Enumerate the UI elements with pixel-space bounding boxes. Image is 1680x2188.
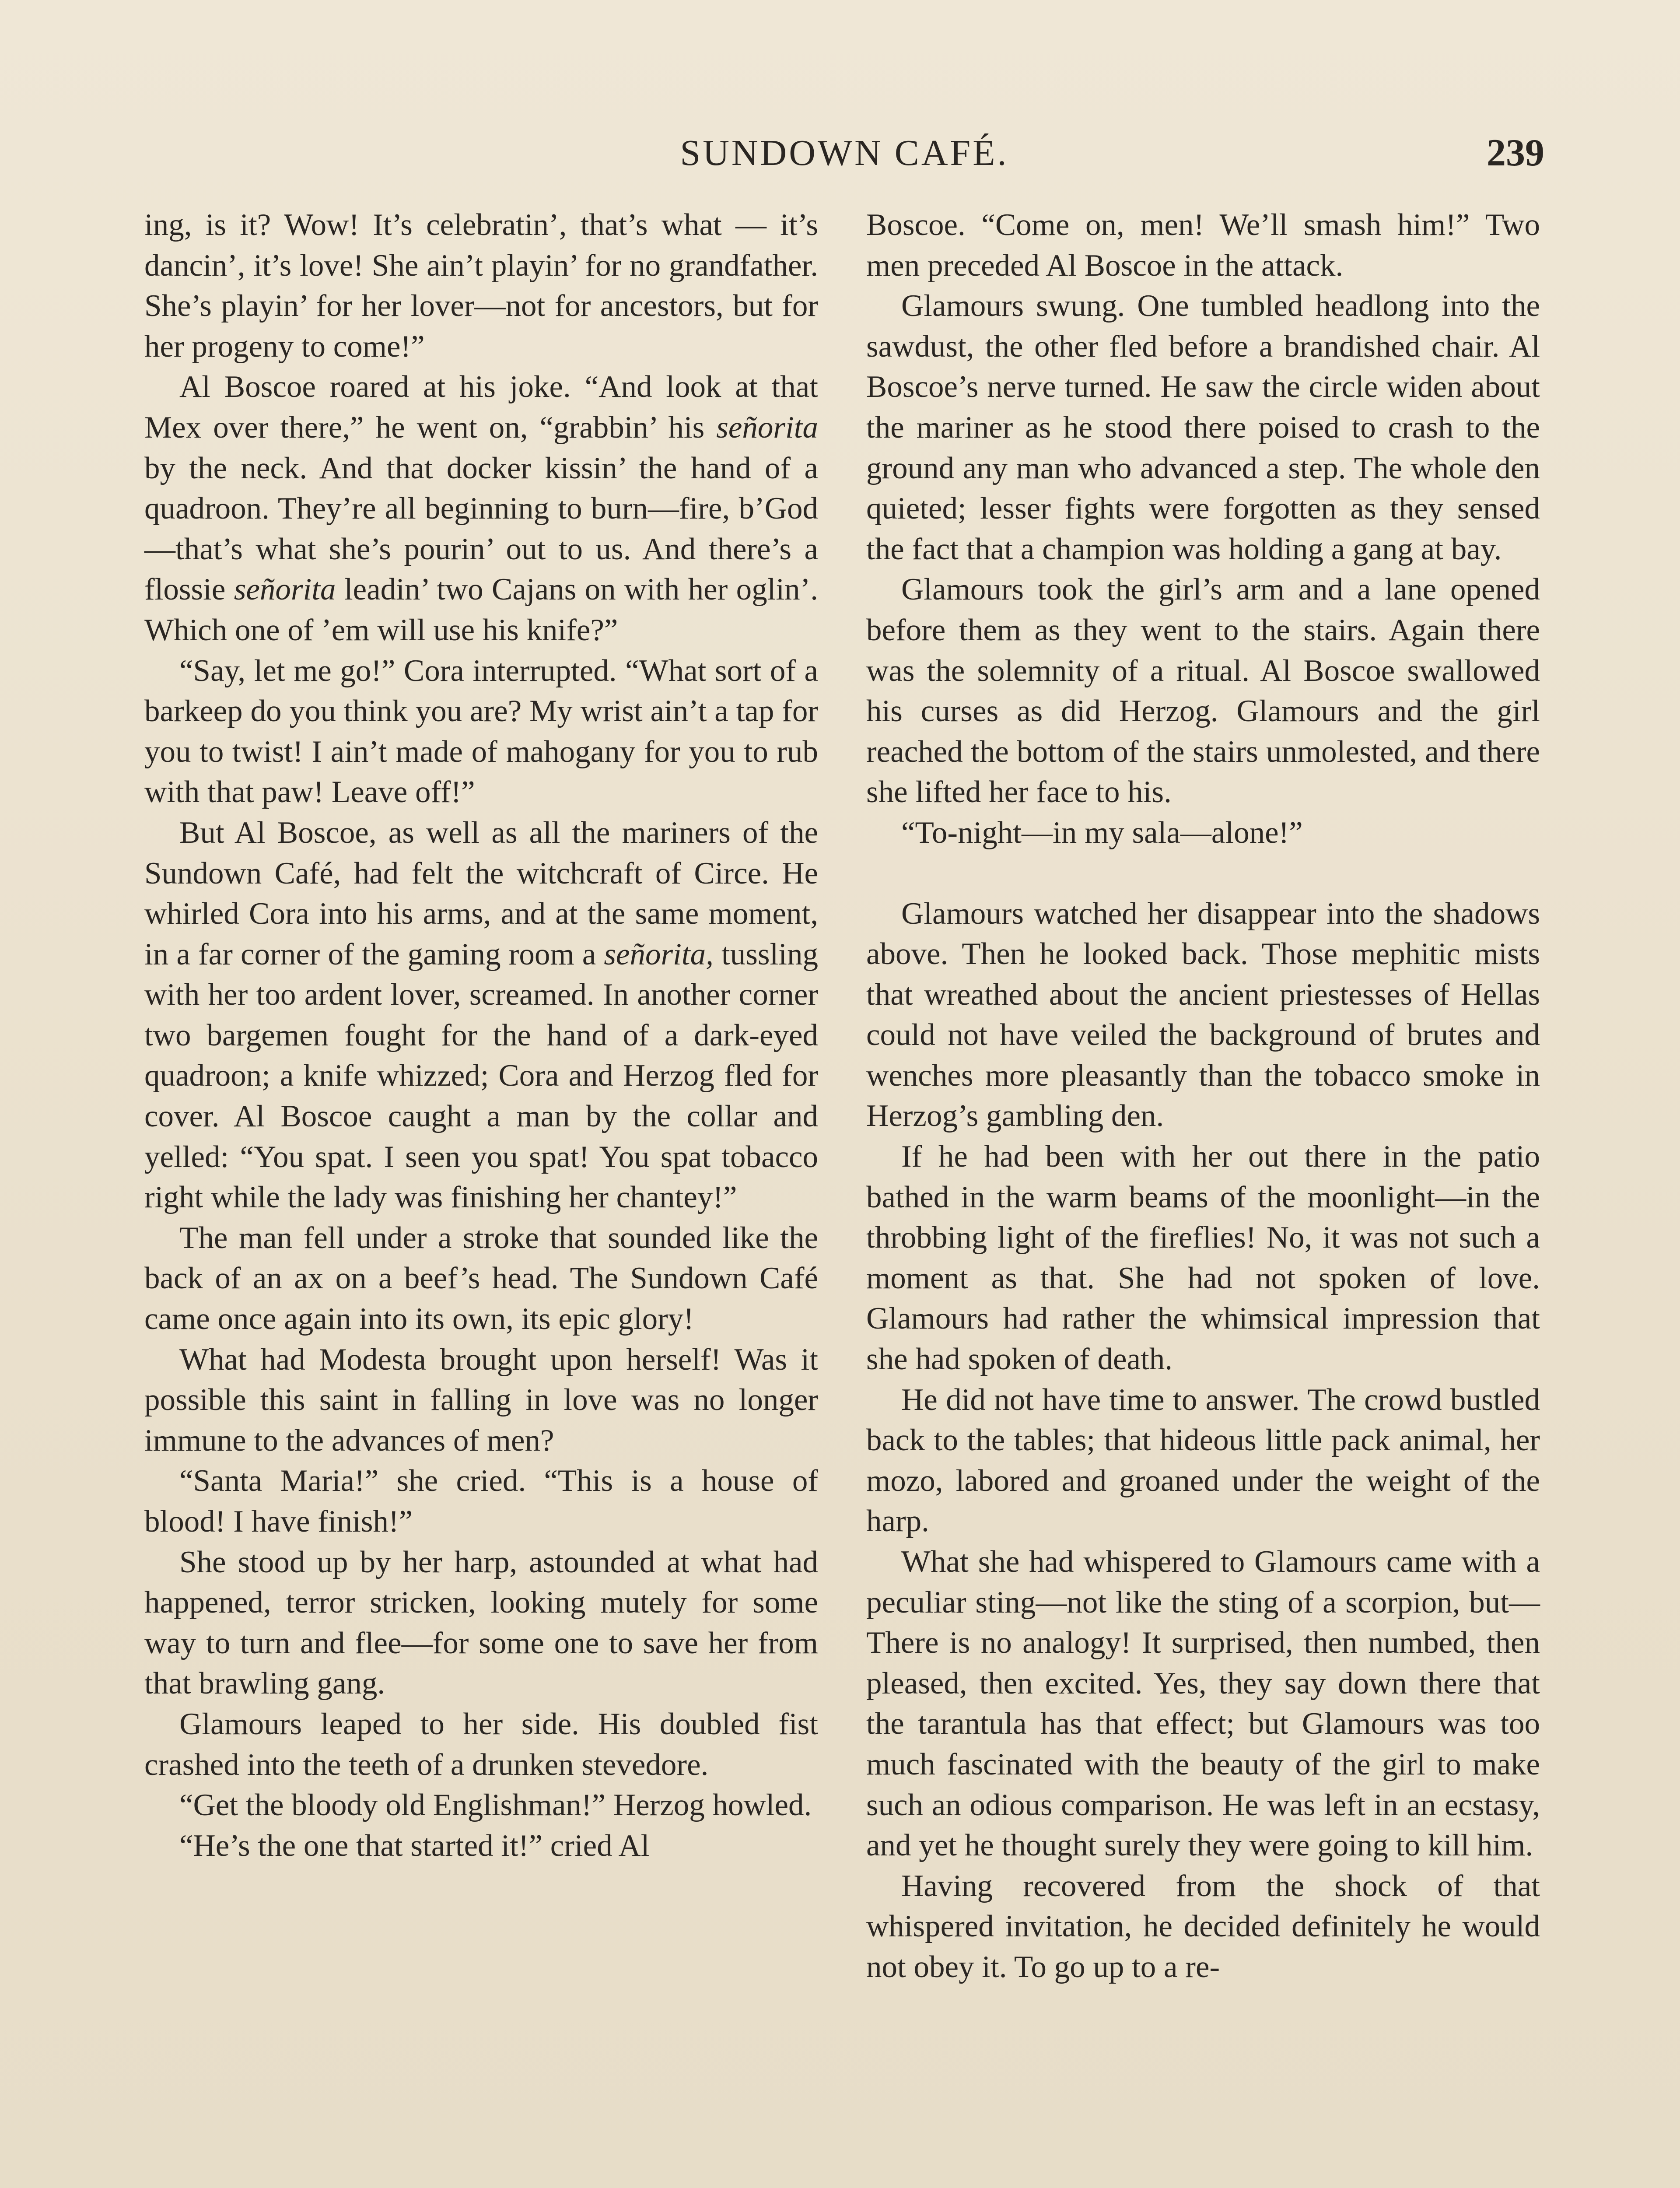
running-title: SUNDOWN CAFÉ. xyxy=(680,133,1009,173)
paragraph: Glamours swung. One tumbled headlong into the sawdust, the other fled before a brandished chair. Al Boscoe’s nerve turned. He saw the circle widen about the mariner as he stood there poised to crash to the ground any man who advanced a step. The whole den quieted; lesser fights were forgotten as they sensed the fact that a champion was holding a gang at bay. xyxy=(866,289,1540,566)
paragraph: Glamours took the girl’s arm and a lane opened before them as they went to the stairs. Again there was the solemnity of a ritual. Al Boscoe swallowed his curses as did Herzog. Glamours and the girl reached the bottom of the stairs unmolested, and there she lifted her face to his. xyxy=(866,572,1540,810)
paragraph: Boscoe. “Come on, men! We’ll smash him!” Two men preceded Al Boscoe in the attack. xyxy=(866,208,1540,283)
paragraph: But Al Boscoe, as well as all the mariners of the Sundown Café, had felt the witchcraft of Circe. He whirled Cora into his arms, and at the same moment, in a far corner of the gaming room a señorita, tussling with her too ardent lover, screamed. In another corner two bargemen fought for the hand of a dark-eyed quadroon; a knife whizzed; Cora and Herzog fled for cover. Al Boscoe caught a man by the collar and yelled: “You spat. I seen you spat! You spat tobacco right while the lady was finishing her chantey!” xyxy=(144,815,818,1215)
paragraph: ing, is it? Wow! It’s celebratin’, that’s what — it’s dancin’, it’s love! She ain’t playin’ for no grandfather. She’s playin’ for her lover—not for ancestors, but for her progeny to come!” xyxy=(144,208,818,364)
paragraph: Glamours leaped to her side. His doubled fist crashed into the teeth of a drunken stevedore. xyxy=(144,1707,818,1782)
page-number: 239 xyxy=(1487,132,1544,174)
paragraph: “He’s the one that started it!” cried Al xyxy=(179,1828,650,1863)
paragraph: Having recovered from the shock of that whispered invitation, he decided definitely he would not obey it. To go up to a re- xyxy=(866,1869,1540,1984)
paragraph: “Santa Maria!” she cried. “This is a house of blood! I have finish!” xyxy=(144,1464,818,1539)
paragraph: She stood up by her harp, astounded at what had happened, terror stricken, looking mutely for some way to turn and flee—for some one to save her from that brawling gang. xyxy=(144,1545,818,1701)
paragraph: Glamours watched her disappear into the shadows above. Then he looked back. Those mephitic mists that wreathed about the ancient priestesses of Hellas could not have veiled the background of brutes and wenches more pleasantly than the tobacco smoke in Herzog’s gambling den. xyxy=(866,896,1540,1133)
paragraph: “Get the bloody old Englishman!” Herzog howled. xyxy=(179,1788,812,1823)
paragraph: “Say, let me go!” Cora interrupted. “What sort of a barkeep do you think you are? My wrist ain’t a tap for you to twist! I ain’t made of mahogany for you to rub with that paw! Leave off!” xyxy=(144,653,818,810)
paragraph: Al Boscoe roared at his joke. “And look at that Mex over there,” he went on, “grabbin’ his señorita by the neck. And that docker kissin’ the hand of a quadroon. They’re all beginning to burn—fire, b’God —that’s what she’s pourin’ out to us. And there’s a flossie señorita leadin’ two Cajans on with her oglin’. Which one of ’em will use his knife?” xyxy=(144,370,818,647)
running-head xyxy=(144,131,1544,179)
paragraph: The man fell under a stroke that sounded like the back of an ax on a beef’s head. The Sundown Café came once again into its own, its epic glory! xyxy=(144,1220,818,1336)
paragraph: What she had whispered to Glamours came with a peculiar sting—not like the sting of a scorpion, but— There is no analogy! It surprised, then numbed, then pleased, then excited. Yes, they say down there that the tarantula has that effect; but Glamours was too much fascinated with the beauty of the girl to make such an odious comparison. He was left in an ecstasy, and yet he thought surely they were going to kill him. xyxy=(866,1545,1540,1863)
paragraph: He did not have time to answer. The crowd bustled back to the tables; that hideous little pack animal, her mozo, labored and groaned under the weight of the harp. xyxy=(866,1382,1540,1539)
left-column xyxy=(144,205,818,1866)
paragraph: “To-night—in my sala—alone!” xyxy=(901,815,1303,850)
right-column xyxy=(866,205,1540,1988)
paragraph: What had Modesta brought upon herself! Was it possible this saint in falling in love was no longer immune to the advances of men? xyxy=(144,1342,818,1458)
paragraph: If he had been with her out there in the patio bathed in the warm beams of the moonlight—in the throbbing light of the fireflies! No, it was not such a moment as that. She had not spoken of love. Glamours had rather the whimsical impression that she had spoken of death. xyxy=(866,1140,1540,1377)
